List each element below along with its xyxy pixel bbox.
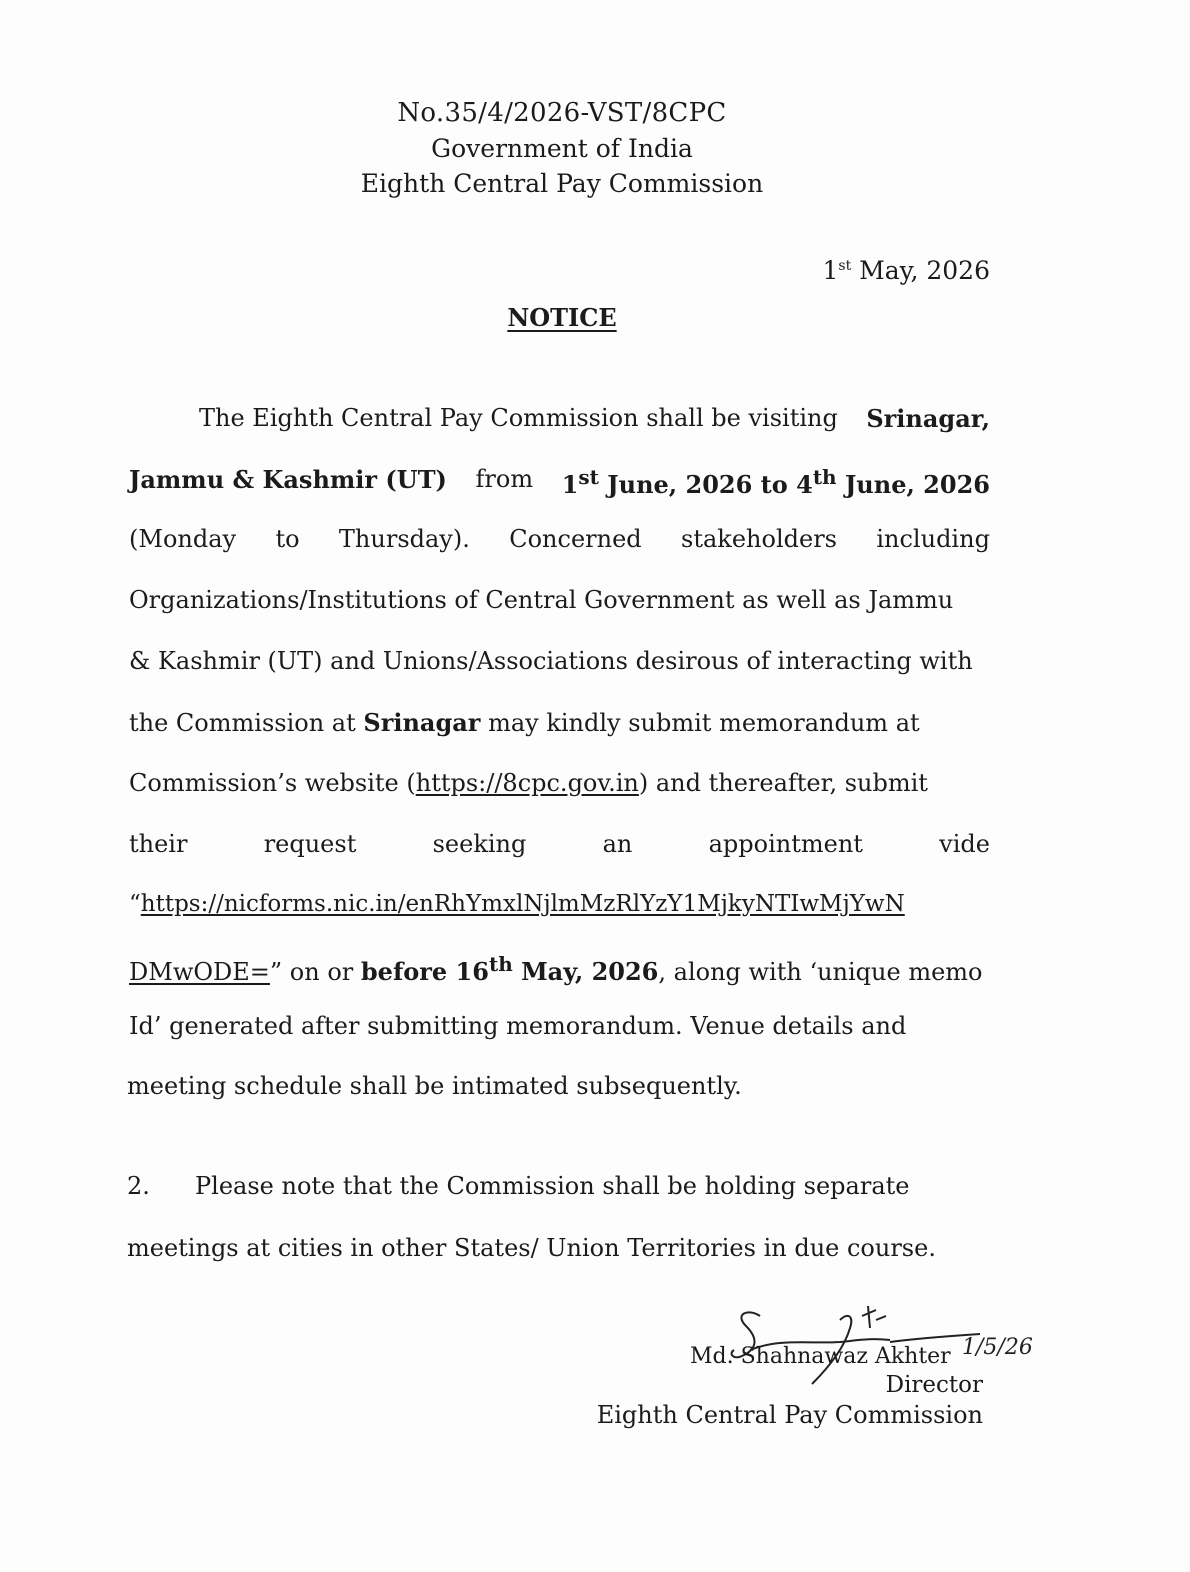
signatory-title: Director [885, 1372, 983, 1398]
para1-line-2: Jammu & Kashmir (UT) from 1st June, 2026 to 4th June, 2026 [129, 465, 990, 499]
para1-line-7: Commission’s website (https://8cpc.gov.in) and thereafter, submit [129, 769, 928, 797]
appointment-form-link[interactable]: https://nicforms.nic.in/enRhYmxlNjlmMzRlYzY1MjkyNTIwMjYwN [140, 891, 905, 917]
appointment-form-link-continued[interactable]: DMwODE= [129, 958, 270, 986]
para1-line-12: meeting schedule shall be intimated subsequently. [127, 1072, 742, 1100]
para1-line-4: Organizations/Institutions of Central Government as well as Jammu [129, 586, 954, 614]
signatory-organisation: Eighth Central Pay Commission [596, 1401, 983, 1429]
para1-line-9: “https://nicforms.nic.in/enRhYmxlNjlmMzRlYzY1MjkyNTIwMjYwN [129, 891, 905, 917]
para1-line-1: The Eighth Central Pay Commission shall be visiting Srinagar, [199, 404, 990, 433]
para1-line-11: Id’ generated after submitting memorandum. Venue details and [129, 1012, 907, 1040]
signatory-name: Md. Shahnawaz Akhter [690, 1344, 951, 1369]
para1-line-6: the Commission at Srinagar may kindly submit memorandum at [129, 708, 920, 737]
government-line: Government of India [431, 134, 693, 163]
para2-line-1: Please note that the Commission shall be holding separate [195, 1172, 910, 1200]
notice-title: NOTICE [507, 303, 617, 332]
para2-number: 2. [127, 1172, 150, 1200]
commission-line: Eighth Central Pay Commission [360, 169, 764, 198]
para1-line-8: their request seeking an appointment vide [129, 830, 990, 858]
handwritten-signature [690, 1298, 1050, 1388]
reference-number: No.35/4/2026-VST/8CPC [397, 98, 727, 128]
para1-line-10: DMwODE=” on or before 16th May, 2026, along with ‘unique memo [129, 952, 983, 986]
para1-line-3: (Monday to Thursday). Concerned stakeholders including [129, 525, 990, 553]
notice-date: 1st May, 2026 [822, 256, 990, 285]
para2-line-2: meetings at cities in other States/ Union Territories in due course. [127, 1234, 936, 1262]
para1-line-5: & Kashmir (UT) and Unions/Associations desirous of interacting with [129, 647, 973, 675]
website-link[interactable]: https://8cpc.gov.in [415, 769, 639, 797]
svg-text:1/5/26: 1/5/26 [962, 1335, 1033, 1360]
